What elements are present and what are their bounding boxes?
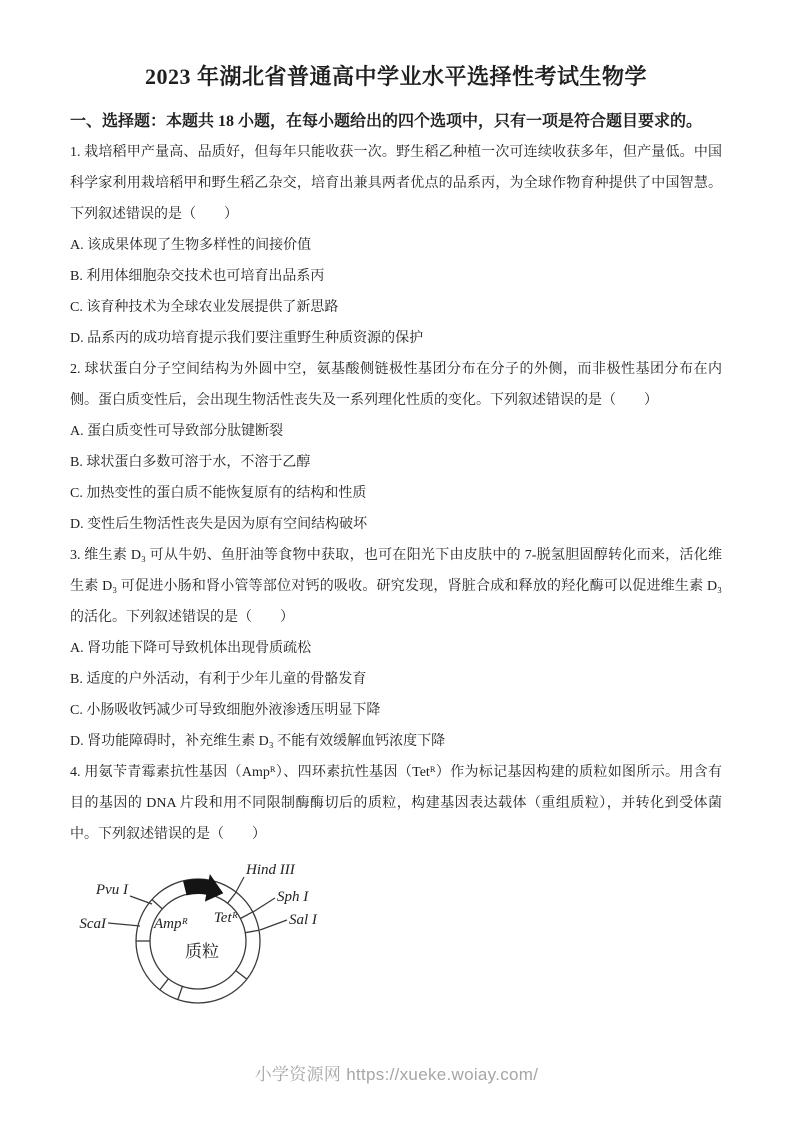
question-1-option-c: C. 该育种技术为全球农业发展提供了新思路: [70, 300, 339, 315]
question-1-option-b: B. 利用体细胞杂交技术也可培育出品系丙: [70, 269, 325, 284]
gene-label-tetR: Tetᴿ: [213, 910, 239, 926]
restriction-site-label-salI: Sal I: [289, 912, 317, 928]
question-2-option-d: D. 变性后生物活性丧失是因为原有空间结构破坏: [70, 517, 368, 532]
question-1-option-a: A. 该成果体现了生物多样性的间接价值: [70, 238, 312, 253]
question-1-stem: 1. 栽培稻甲产量高、品质好，但每年只能收获一次。野生稻乙种植一次可连续收获多年，但产量低。中国科学家利用栽培稻甲和野生稻乙杂交，培育出兼具两者优点的品系丙，为全球作物育种提供了中国智慧。下列叙述错误的是（ ）: [70, 145, 722, 222]
plasmid-ring: [136, 879, 260, 1003]
question-1: [70, 137, 722, 354]
restriction-site-label-sphI: Sph I: [277, 889, 309, 905]
plasmid-diagram-container: [60, 852, 392, 1015]
question-2-option-b: B. 球状蛋白多数可溶于水，不溶于乙醇: [70, 455, 311, 470]
question-3-option-d: D. 肾功能障碍时，补充维生素 D₃ 不能有效缓解血钙浓度下降: [70, 734, 446, 749]
page-title: 2023 年湖北省普通高中学业水平选择性考试生物学: [144, 64, 647, 89]
footer-watermark: 小学资源网 https://xueke.woiay.com/: [254, 1065, 539, 1084]
question-1-option-d: D. 品系丙的成功培育提示我们要注重野生种质资源的保护: [70, 331, 424, 346]
restriction-site-label-pvuI: Pvu I: [95, 882, 128, 898]
question-2: [70, 354, 722, 540]
restriction-site-label-hindIII: Hind III: [246, 862, 295, 878]
plasmid-center-label: 质粒: [185, 942, 219, 961]
question-3: [70, 540, 722, 757]
gene-label-ampR: Ampᴿ: [153, 916, 189, 932]
question-4-stem: 4. 用氨苄青霉素抗性基因（Ampᴿ）、四环素抗性基因（Tetᴿ）作为标记基因构建的质粒如图所示。用含有目的基因的 DNA 片段和用不同限制酶酶切后的质粒，构建基因表达载体（重组质粒），并转化到受体菌中。下列叙述错误的是（ ）: [70, 765, 722, 842]
question-4: [70, 757, 722, 1015]
question-2-stem: 2. 球状蛋白分子空间结构为外圆中空，氨基酸侧链极性基团分布在分子的外侧，而非极性基团分布在内侧。蛋白质变性后，会出现生物活性丧失及一系列理化性质的变化。下列叙述错误的是（ ）: [70, 362, 722, 408]
question-3-option-b: B. 适度的户外活动，有利于少年儿童的骨骼发育: [70, 672, 367, 687]
question-2-option-a: A. 蛋白质变性可导致部分肽键断裂: [70, 424, 284, 439]
question-3-stem: 3. 维生素 D₃ 可从牛奶、鱼肝油等食物中获取，也可在阳光下由皮肤中的 7-脱氢胆固醇转化而来，活化维生素 D₃ 可促进小肠和肾小管等部位对钙的吸收。研究发现，肾脏合成和释放的羟化酶可以促进维生素 D₃ 的活化。下列叙述错误的是（ ）: [70, 548, 722, 625]
question-3-option-c: C. 小肠吸收钙减少可导致细胞外液渗透压明显下降: [70, 703, 381, 718]
question-3-option-a: A. 肾功能下降可导致机体出现骨质疏松: [70, 641, 312, 656]
plasmid-diagram: [60, 852, 392, 1010]
section-header: 一、选择题：本题共 18 小题，在每小题给出的四个选项中，只有一项是符合题目要求的。: [70, 113, 703, 130]
exam-content: [70, 62, 722, 1015]
restriction-site-label-scaI: ScaI: [79, 916, 106, 932]
question-2-option-c: C. 加热变性的蛋白质不能恢复原有的结构和性质: [70, 486, 367, 501]
